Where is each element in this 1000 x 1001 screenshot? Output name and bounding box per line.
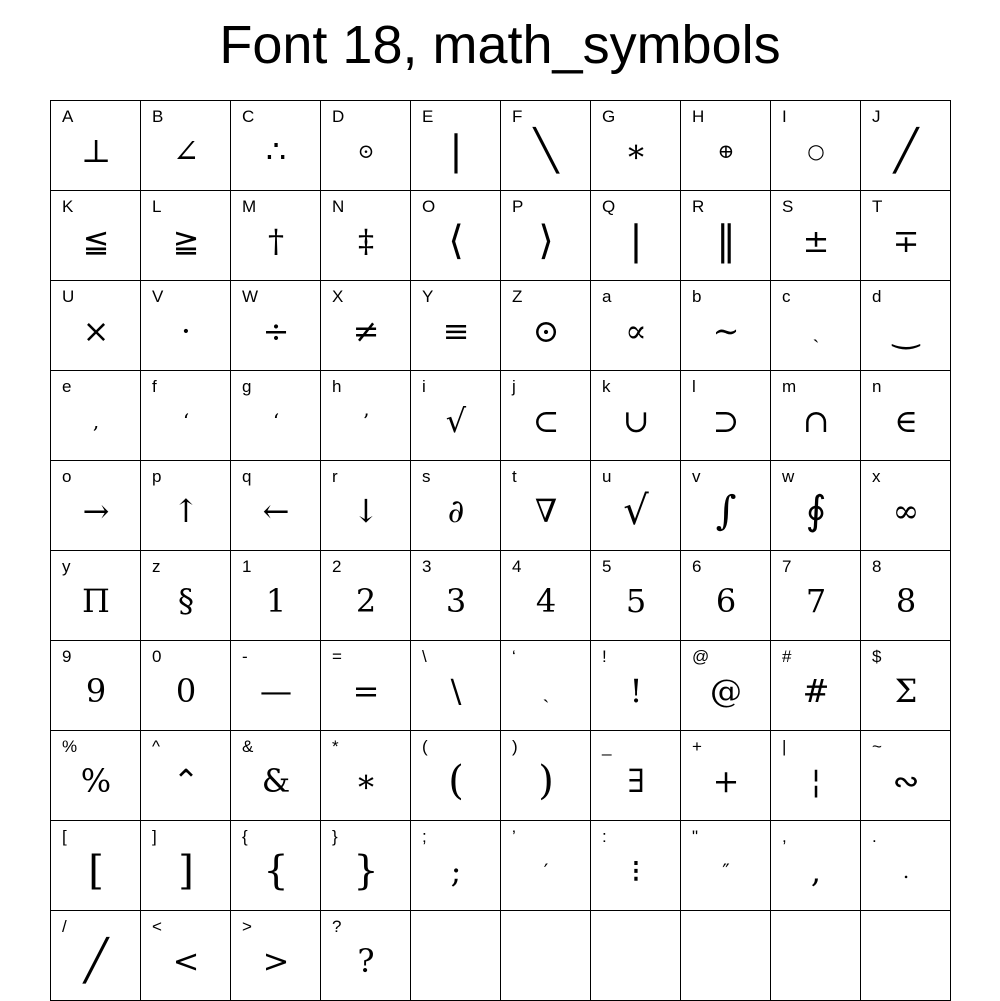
cell-key-label: A <box>62 107 74 126</box>
cell-key-label: f <box>152 377 157 396</box>
cell-key-label: ~ <box>872 737 882 756</box>
cell-key-label: o <box>62 467 72 486</box>
grid-cell <box>771 821 861 911</box>
cell-key-label: { <box>242 827 248 846</box>
grid-cell <box>501 101 591 191</box>
grid-cell <box>501 191 591 281</box>
grid-cell <box>681 911 771 1001</box>
grid-cell <box>591 461 681 551</box>
cell-key-label: 2 <box>332 557 342 576</box>
grid-cell <box>861 911 951 1001</box>
cell-symbol: ′ <box>543 859 549 883</box>
cell-symbol: [ <box>88 848 104 894</box>
grid-cell <box>321 461 411 551</box>
grid-cell <box>501 731 591 821</box>
cell-key-label: z <box>152 557 161 576</box>
cell-symbol: 8 <box>895 582 917 620</box>
cell-key-label: . <box>872 827 877 846</box>
grid-cell <box>771 281 861 371</box>
grid-cell <box>321 731 411 821</box>
cell-key-label: > <box>242 917 252 936</box>
cell-symbol: ← <box>262 492 290 530</box>
cell-symbol: · <box>180 312 192 350</box>
cell-key-label: $ <box>872 647 882 666</box>
grid-cell <box>501 821 591 911</box>
grid-cell <box>861 101 951 191</box>
grid-cell <box>411 101 501 191</box>
cell-key-label: - <box>242 647 248 666</box>
cell-symbol: ⁝ <box>630 852 642 890</box>
grid-cell <box>501 371 591 461</box>
cell-key-label: + <box>692 737 702 756</box>
grid-cell <box>591 821 681 911</box>
cell-symbol: ; <box>450 852 462 890</box>
grid-cell <box>501 911 591 1001</box>
cell-key-label: n <box>872 377 882 396</box>
grid-cell <box>861 371 951 461</box>
cell-key-label: 0 <box>152 647 162 666</box>
grid-cell <box>321 911 411 1001</box>
cell-key-label: = <box>332 647 342 666</box>
cell-key-label: / <box>62 917 67 936</box>
cell-symbol: 9 <box>85 672 107 710</box>
grid-cell <box>681 821 771 911</box>
cell-key-label: I <box>782 107 787 126</box>
grid-cell <box>321 101 411 191</box>
grid-cell <box>231 551 321 641</box>
cell-symbol: ˏ <box>812 319 820 343</box>
grid-cell <box>141 731 231 821</box>
grid-cell <box>591 191 681 281</box>
cell-key-label: T <box>872 197 883 216</box>
cell-symbol: ‘ <box>182 409 190 433</box>
cell-symbol: § <box>178 582 194 620</box>
grid-cell <box>591 281 681 371</box>
cell-symbol: ‿ <box>893 312 919 350</box>
grid-cell <box>51 731 141 821</box>
cell-key-label: 7 <box>782 557 792 576</box>
cell-key-label: 3 <box>422 557 432 576</box>
cell-key-label: v <box>692 467 701 486</box>
cell-key-label: w <box>782 467 795 486</box>
cell-symbol: → <box>82 492 110 530</box>
grid-cell <box>771 731 861 821</box>
cell-symbol: ‘ <box>272 409 280 433</box>
cell-key-label: e <box>62 377 72 396</box>
cell-key-label: ? <box>332 917 342 936</box>
cell-key-label: m <box>782 377 797 396</box>
cell-key-label: G <box>602 107 616 126</box>
cell-key-label: W <box>242 287 259 306</box>
cell-key-label: : <box>602 827 607 846</box>
cell-symbol: > <box>262 942 290 980</box>
grid-cell <box>321 821 411 911</box>
grid-cell <box>411 281 501 371</box>
cell-key-label: S <box>782 197 794 216</box>
grid-cell <box>501 551 591 641</box>
grid-cell <box>861 191 951 281</box>
cell-symbol: ⟩ <box>538 218 554 264</box>
cell-key-label: D <box>332 107 345 126</box>
grid-cell <box>861 821 951 911</box>
cell-symbol: . <box>902 859 910 883</box>
cell-symbol: 4 <box>535 582 557 620</box>
grid-cell <box>771 641 861 731</box>
cell-key-label: ] <box>152 827 157 846</box>
cell-key-label: J <box>872 107 881 126</box>
grid-cell <box>411 821 501 911</box>
grid-cell <box>591 641 681 731</box>
cell-symbol: } <box>353 848 379 894</box>
grid-cell <box>771 101 861 191</box>
grid-cell <box>141 101 231 191</box>
cell-key-label: & <box>242 737 254 756</box>
cell-symbol: ″ <box>722 859 730 883</box>
grid-cell <box>141 461 231 551</box>
cell-symbol: ˎ <box>542 679 550 703</box>
cell-symbol: = <box>352 672 380 710</box>
cell-key-label: < <box>152 917 162 936</box>
grid-cell <box>591 101 681 191</box>
cell-key-label: | <box>782 737 787 756</box>
cell-symbol: | <box>449 128 463 174</box>
grid-cell <box>51 641 141 731</box>
cell-key-label: % <box>62 737 78 756</box>
grid-cell <box>411 641 501 731</box>
cell-symbol <box>607 929 665 993</box>
cell-symbol: ? <box>357 942 375 980</box>
cell-key-label: * <box>332 737 339 756</box>
cell-key-label: g <box>242 377 252 396</box>
grid-cell <box>51 551 141 641</box>
cell-symbol: ‖ <box>716 218 736 264</box>
cell-key-label: E <box>422 107 434 126</box>
cell-key-label: ‘ <box>512 647 516 666</box>
cell-symbol: × <box>82 312 110 350</box>
cell-key-label: ’ <box>512 827 516 846</box>
cell-key-label: B <box>152 107 164 126</box>
cell-symbol: 5 <box>625 582 647 620</box>
cell-symbol: ⊥ <box>80 132 112 170</box>
cell-symbol: 2 <box>355 582 377 620</box>
grid-cell <box>681 191 771 281</box>
cell-symbol: ÷ <box>262 312 290 350</box>
grid-cell <box>231 641 321 731</box>
cell-symbol: ∗ <box>355 762 377 800</box>
cell-symbol: , <box>92 409 100 433</box>
cell-symbol: ∼ <box>712 312 740 350</box>
cell-key-label: l <box>692 377 696 396</box>
cell-symbol: ≠ <box>352 312 380 350</box>
grid-cell <box>681 551 771 641</box>
cell-symbol: ↑ <box>172 492 200 530</box>
grid-cell <box>51 911 141 1001</box>
cell-symbol: ∫ <box>715 488 737 534</box>
cell-symbol <box>427 929 485 993</box>
cell-symbol: ⊕ <box>717 139 735 163</box>
cell-key-label: Q <box>602 197 616 216</box>
cell-symbol: ≧ <box>172 222 200 260</box>
cell-symbol: Σ <box>894 672 918 710</box>
grid-cell <box>771 551 861 641</box>
cell-symbol <box>787 929 845 993</box>
cell-symbol: ⊙ <box>357 139 375 163</box>
cell-key-label: _ <box>602 737 612 756</box>
grid-cell <box>51 191 141 281</box>
grid-cell <box>681 101 771 191</box>
grid-cell <box>411 731 501 821</box>
cell-key-label: X <box>332 287 344 306</box>
symbol-grid <box>50 100 951 1001</box>
cell-symbol: 1 <box>265 582 287 620</box>
cell-key-label: k <box>602 377 611 396</box>
cell-symbol: ⌃ <box>172 762 200 800</box>
grid-cell <box>681 731 771 821</box>
cell-symbol <box>517 929 575 993</box>
grid-cell <box>411 551 501 641</box>
page-title: Font 18, math_symbols <box>219 15 781 75</box>
cell-symbol <box>877 929 935 993</box>
cell-key-label: V <box>152 287 164 306</box>
grid-cell <box>231 101 321 191</box>
cell-symbol: ( <box>448 758 464 804</box>
cell-key-label: u <box>602 467 612 486</box>
grid-cell <box>771 461 861 551</box>
cell-symbol: ∮ <box>805 488 827 534</box>
grid-cell <box>501 641 591 731</box>
cell-key-label: ( <box>422 737 428 756</box>
cell-symbol: ¦ <box>810 762 822 800</box>
grid-cell <box>501 281 591 371</box>
grid-cell <box>51 281 141 371</box>
cell-key-label: ; <box>422 827 427 846</box>
grid-cell <box>771 191 861 281</box>
cell-symbol: 6 <box>715 582 737 620</box>
cell-symbol: ≡ <box>442 312 470 350</box>
grid-cell <box>141 371 231 461</box>
cell-key-label: F <box>512 107 523 126</box>
cell-symbol: ⊂ <box>532 402 560 440</box>
cell-symbol: 3 <box>445 582 467 620</box>
cell-key-label: K <box>62 197 74 216</box>
grid-cell <box>231 911 321 1001</box>
cell-symbol: ⊙ <box>532 312 560 350</box>
cell-key-label: " <box>692 827 699 846</box>
cell-symbol: ○ <box>807 139 825 163</box>
grid-cell <box>681 461 771 551</box>
grid-cell <box>51 821 141 911</box>
cell-key-label: s <box>422 467 431 486</box>
cell-key-label: , <box>782 827 787 846</box>
grid-cell <box>861 731 951 821</box>
cell-symbol: ∃ <box>627 762 645 800</box>
grid-cell <box>861 551 951 641</box>
cell-symbol: ∝ <box>625 312 647 350</box>
cell-symbol: ↓ <box>352 492 380 530</box>
grid-cell <box>231 281 321 371</box>
grid-cell <box>501 461 591 551</box>
cell-symbol: ‡ <box>358 222 374 260</box>
cell-key-label: i <box>422 377 426 396</box>
grid-cell <box>771 371 861 461</box>
cell-symbol: ╱ <box>893 128 919 174</box>
cell-symbol: † <box>268 222 284 260</box>
cell-symbol: & <box>261 762 291 800</box>
cell-symbol: ∗ <box>625 132 647 170</box>
grid-cell <box>321 281 411 371</box>
cell-key-label: O <box>422 197 436 216</box>
cell-key-label: ) <box>512 737 518 756</box>
cell-symbol: # <box>802 672 830 710</box>
cell-key-label: b <box>692 287 702 306</box>
cell-symbol: ∈ <box>894 402 918 440</box>
cell-key-label: ! <box>602 647 607 666</box>
grid-cell <box>591 551 681 641</box>
cell-key-label: L <box>152 197 162 216</box>
cell-key-label: h <box>332 377 342 396</box>
cell-symbol: < <box>172 942 200 980</box>
grid-cell <box>321 191 411 281</box>
cell-symbol: ⊃ <box>712 402 740 440</box>
grid-cell <box>411 191 501 281</box>
grid-cell <box>51 371 141 461</box>
cell-key-label: y <box>62 557 71 576</box>
grid-cell <box>321 371 411 461</box>
cell-symbol: \ <box>450 672 462 710</box>
cell-symbol: ] <box>178 848 194 894</box>
cell-symbol: ∂ <box>447 492 465 530</box>
grid-cell <box>591 911 681 1001</box>
cell-symbol: { <box>263 848 289 894</box>
cell-symbol: ∠ <box>172 132 200 170</box>
cell-key-label: 6 <box>692 557 702 576</box>
cell-symbol: ╲ <box>533 128 559 174</box>
cell-symbol: Π <box>82 582 110 620</box>
cell-key-label: a <box>602 287 612 306</box>
cell-key-label: Y <box>422 287 434 306</box>
cell-key-label: r <box>332 467 338 486</box>
cell-key-label: } <box>332 827 338 846</box>
grid-cell <box>231 371 321 461</box>
grid-cell <box>231 731 321 821</box>
grid-cell <box>51 461 141 551</box>
cell-key-label: j <box>512 377 516 396</box>
grid-cell <box>411 461 501 551</box>
grid-cell <box>591 371 681 461</box>
cell-symbol: ’ <box>362 409 370 433</box>
cell-key-label: p <box>152 467 162 486</box>
grid-cell <box>321 551 411 641</box>
cell-key-label: x <box>872 467 881 486</box>
cell-key-label: d <box>872 287 882 306</box>
grid-cell <box>861 641 951 731</box>
cell-key-label: [ <box>62 827 67 846</box>
cell-key-label: 9 <box>62 647 72 666</box>
cell-symbol: ∓ <box>892 222 920 260</box>
cell-key-label: t <box>512 467 517 486</box>
cell-key-label: C <box>242 107 255 126</box>
cell-symbol: , <box>810 852 822 890</box>
grid-cell <box>591 731 681 821</box>
grid-cell <box>231 821 321 911</box>
grid-cell <box>141 551 231 641</box>
cell-symbol: √ <box>623 488 649 534</box>
cell-key-label: Z <box>512 287 523 306</box>
grid-cell <box>681 281 771 371</box>
cell-symbol: ⟨ <box>448 218 464 264</box>
grid-cell <box>771 911 861 1001</box>
cell-key-label: 4 <box>512 557 522 576</box>
grid-cell <box>861 281 951 371</box>
cell-symbol: @ <box>710 672 742 710</box>
grid-cell <box>411 911 501 1001</box>
grid-cell <box>51 101 141 191</box>
cell-symbol: — <box>260 672 292 710</box>
grid-cell <box>141 821 231 911</box>
cell-key-label: q <box>242 467 252 486</box>
cell-key-label: ^ <box>152 737 160 756</box>
cell-symbol: ∇ <box>534 492 558 530</box>
cell-key-label: R <box>692 197 705 216</box>
cell-symbol: ∩ <box>802 402 830 440</box>
cell-symbol: ∞ <box>892 492 920 530</box>
cell-key-label: \ <box>422 647 427 666</box>
grid-cell <box>141 911 231 1001</box>
grid-cell <box>231 191 321 281</box>
cell-key-label: P <box>512 197 524 216</box>
cell-key-label: c <box>782 287 791 306</box>
cell-symbol: √ <box>445 402 467 440</box>
cell-key-label: U <box>62 287 75 306</box>
grid-cell <box>141 191 231 281</box>
cell-symbol: ≦ <box>82 222 110 260</box>
cell-key-label: M <box>242 197 257 216</box>
cell-symbol: 7 <box>805 582 827 620</box>
cell-symbol: ∪ <box>622 402 650 440</box>
cell-key-label: 5 <box>602 557 612 576</box>
cell-key-label: H <box>692 107 705 126</box>
cell-symbol: | <box>629 218 643 264</box>
cell-key-label: N <box>332 197 345 216</box>
cell-symbol: ! <box>629 672 643 710</box>
grid-cell <box>411 371 501 461</box>
grid-cell <box>141 281 231 371</box>
grid-cell <box>321 641 411 731</box>
cell-symbol: ) <box>538 758 554 804</box>
cell-key-label: 8 <box>872 557 882 576</box>
cell-symbol: ± <box>802 222 830 260</box>
cell-symbol: ∴ <box>265 132 287 170</box>
cell-symbol <box>697 929 755 993</box>
grid-cell <box>231 461 321 551</box>
cell-symbol: ∾ <box>892 762 920 800</box>
cell-symbol: % <box>80 762 112 800</box>
cell-symbol: 0 <box>175 672 197 710</box>
grid-cell <box>681 641 771 731</box>
cell-key-label: 1 <box>242 557 252 576</box>
grid-cell <box>861 461 951 551</box>
grid-cell <box>141 641 231 731</box>
cell-key-label: @ <box>692 647 710 666</box>
cell-symbol: + <box>712 762 740 800</box>
grid-cell <box>681 371 771 461</box>
cell-symbol: ╱ <box>83 938 109 984</box>
cell-key-label: # <box>782 647 792 666</box>
